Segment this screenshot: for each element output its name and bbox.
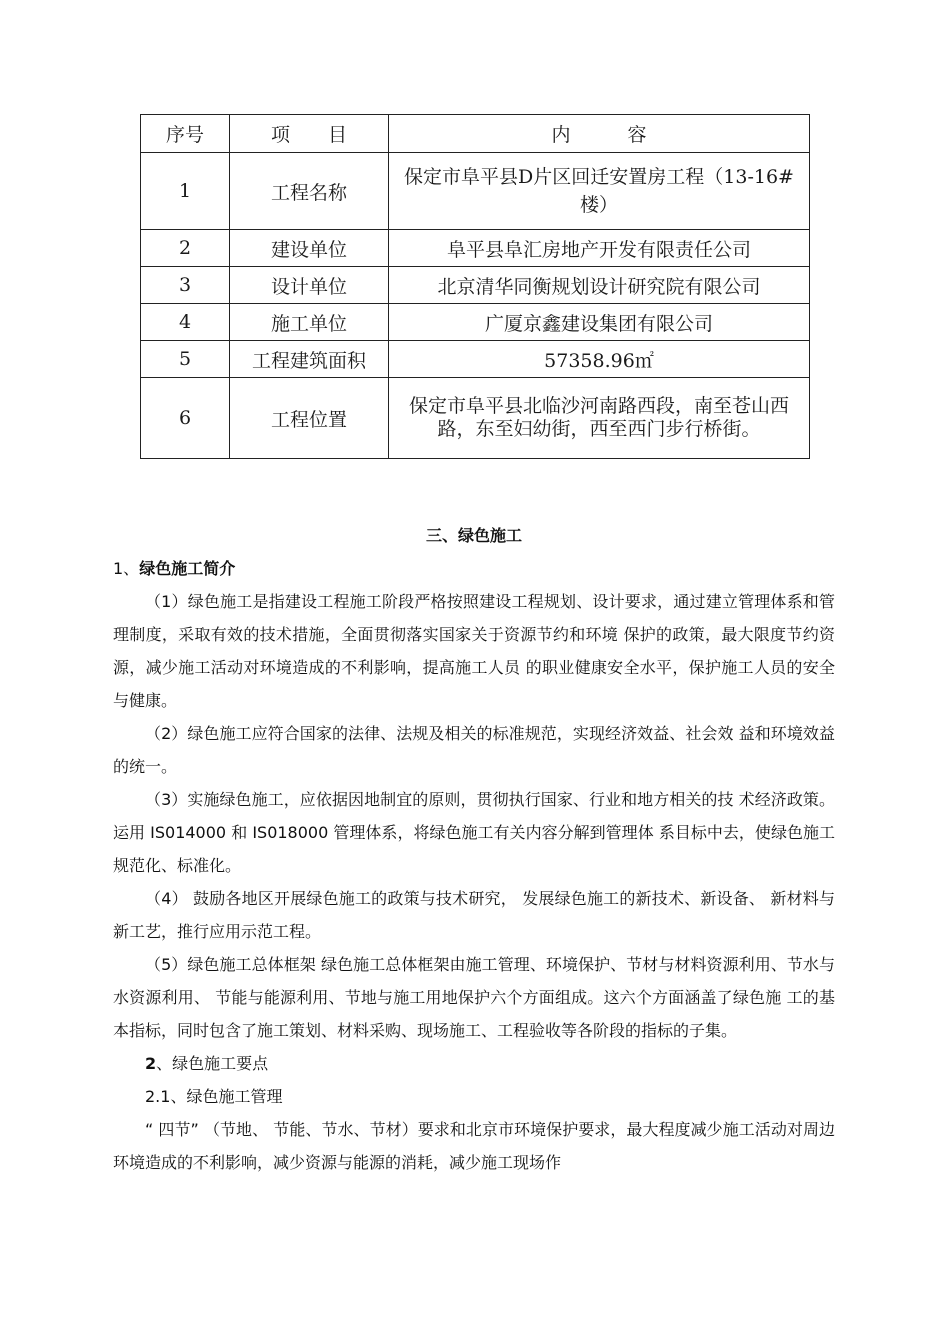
project-info-table xyxy=(140,114,810,459)
row-item: 设计单位 xyxy=(230,267,389,304)
section-title: 三、绿色施工 xyxy=(425,526,522,545)
row-item: 施工单位 xyxy=(230,304,389,341)
paragraph: （2）绿色施工应符合国家的法律、法规及相关的标准规范，实现经济效益、社会效 益和环境效益的统一。 xyxy=(113,724,835,776)
row-no: 4 xyxy=(141,304,230,341)
header-no: 序号 xyxy=(141,115,230,153)
heading-text: 绿色施工简介 xyxy=(139,559,236,578)
row-item: 工程位置 xyxy=(230,378,389,459)
row-item: 工程名称 xyxy=(230,153,389,230)
paragraph: （4） 鼓励各地区开展绿色施工的政策与技术研究， 发展绿色施工的新技术、新设备、 新材料与新工艺，推行应用示范工程。 xyxy=(113,889,835,941)
paragraph: （1）绿色施工是指建设工程施工阶段严格按照建设工程规划、设计要求，通过建立管理体系和管理制度，采取有效的技术措施，全面贯彻落实国家关于资源节约和环境 保护的政策，最大限度节约资源，减少施工活动对环境造成的不利影响，提高施工人员 的职业健康安全水平，保护施工人员的安全与健康。 xyxy=(113,592,835,710)
row-content: 广厦京鑫建设集团有限公司 xyxy=(389,304,810,341)
row-content: 保定市阜平县D片区回迁安置房工程（13-16#楼） xyxy=(389,153,810,230)
header-content: 内 容 xyxy=(389,115,810,153)
paragraph: （5）绿色施工总体框架 绿色施工总体框架由施工管理、环境保护、节材与材料资源利用、节水与水资源利用、 节能与能源利用、节地与施工用地保护六个方面组成。这六个方面涵盖了绿色施 工的基本指标，同时包含了施工策划、材料采购、现场施工、工程验收等各阶段的指标的子集。 xyxy=(113,955,835,1040)
row-content: 阜平县阜汇房地产开发有限责任公司 xyxy=(389,230,810,267)
row-content: 北京清华同衡规划设计研究院有限公司 xyxy=(389,267,810,304)
table-header-row xyxy=(141,115,810,153)
heading-management: 2.1、绿色施工管理 xyxy=(145,1087,283,1106)
heading-key-points xyxy=(113,1047,835,1080)
row-item: 工程建筑面积 xyxy=(230,341,389,378)
table-row xyxy=(141,153,810,230)
paragraph: “ 四节” （节地、 节能、节水、节材）要求和北京市环境保护要求，最大程度减少施工活动对周边环境造成的不利影响，减少资源与能源的消耗，减少施工现场作 xyxy=(113,1120,835,1172)
row-no: 5 xyxy=(141,341,230,378)
table-row xyxy=(141,378,810,459)
heading-green-construction-intro xyxy=(113,552,835,585)
heading-number: 2 xyxy=(145,1054,157,1073)
paragraph: （3）实施绿色施工，应依据因地制宜的原则，贯彻执行国家、行业和地方相关的技 术经济政策。运用 IS014000 和 IS018000 管理体系，将绿色施工有关内容分解到管理体 系目标中去，使绿色施工规范化、标准化。 xyxy=(113,790,835,875)
table-row xyxy=(141,230,810,267)
heading-text: 、绿色施工要点 xyxy=(156,1054,269,1073)
header-item: 项 目 xyxy=(230,115,389,153)
table-row xyxy=(141,267,810,304)
row-content: 保定市阜平县北临沙河南路西段，南至苍山西路，东至妇幼街，西至西门步行桥街。 xyxy=(389,378,810,459)
table-row xyxy=(141,341,810,378)
document-body xyxy=(113,520,835,1179)
row-item: 建设单位 xyxy=(230,230,389,267)
row-no: 6 xyxy=(141,378,230,459)
row-no: 2 xyxy=(141,230,230,267)
row-no: 1 xyxy=(141,153,230,230)
table-row xyxy=(141,304,810,341)
row-content: 57358.96㎡ xyxy=(389,341,810,378)
row-no: 3 xyxy=(141,267,230,304)
heading-number: 1、 xyxy=(113,559,140,578)
